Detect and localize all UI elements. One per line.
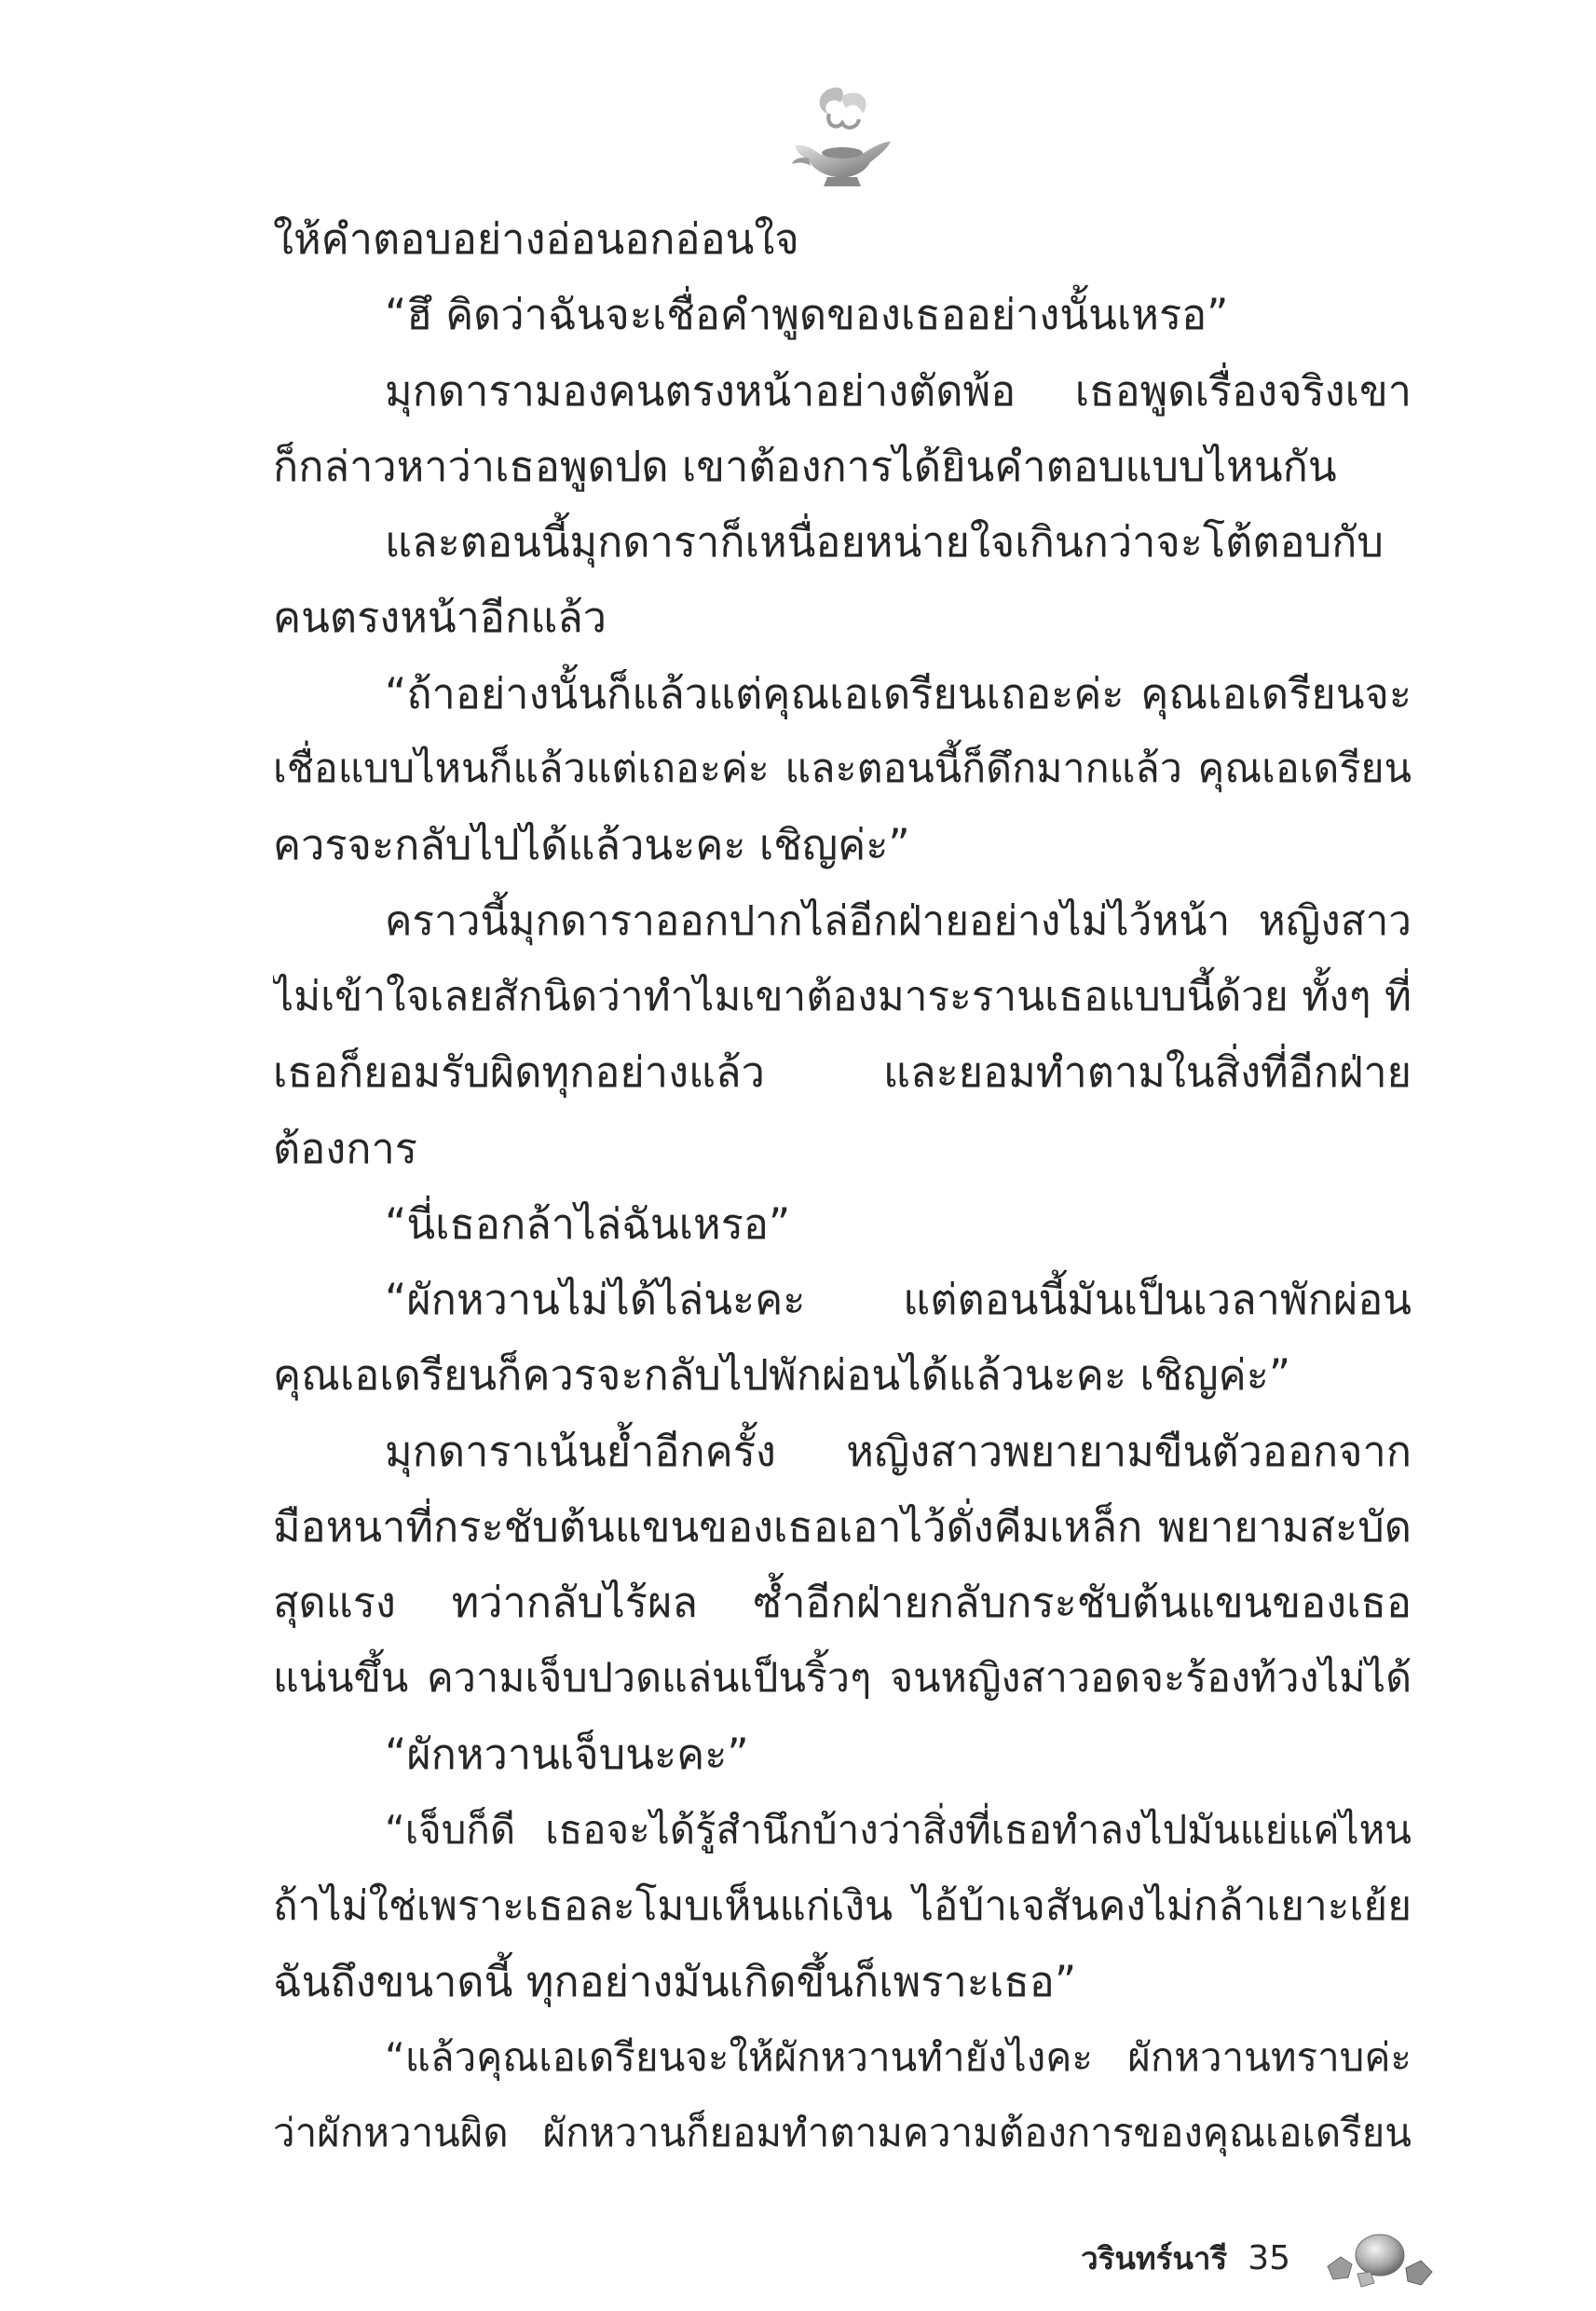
- text-line: ฉันถึงขนาดนี้ ทุกอย่างมันเกิดขึ้นก็เพราะเธอ”: [273, 1956, 1077, 2006]
- text-line: “แล้วคุณเอเดรียนจะให้ผักหวานทำยังไงคะ ผักหวานทราบค่ะ: [385, 2034, 1412, 2081]
- text-line: ควรจะกลับไปได้แล้วนะคะ เชิญค่ะ”: [273, 820, 910, 870]
- text-line: “เจ็บก็ดี เธอจะได้รู้สำนึกบ้างว่าสิ่งที่เธอทำลงไปมันแย่แค่ไหน: [385, 1807, 1412, 1853]
- gems-icon: [1324, 2225, 1436, 2290]
- text-line: สุดแรง ทว่ากลับไร้ผล ซ้ำอีกฝ่ายกลับกระชับต้นแขนของเธอ: [273, 1578, 1412, 1628]
- text-line: ว่าผักหวานผิด ผักหวานก็ยอมทำตามความต้องการของคุณเอเดรียน: [273, 2110, 1412, 2156]
- text-line: “ผักหวานไม่ได้ไล่นะคะ แต่ตอนนี้มันเป็นเวลาพักผ่อน: [385, 1275, 1412, 1325]
- text-line: ให้คำตอบอย่างอ่อนอกอ่อนใจ: [273, 214, 799, 264]
- text-line: คราวนี้มุกดาราออกปากไล่อีกฝ่ายอย่างไม่ไว้หน้า หญิงสาว: [385, 896, 1412, 945]
- text-line: เธอก็ยอมรับผิดทุกอย่างแล้ว และยอมทำตามในสิ่งที่อีกฝ่าย: [273, 1047, 1412, 1098]
- text-line: ก็กล่าวหาว่าเธอพูดปด เขาต้องการได้ยินคำตอบแบบไหนกัน: [273, 441, 1337, 491]
- text-line: “ผักหวานเจ็บนะคะ”: [385, 1729, 749, 1779]
- text-line: มือหนาที่กระชับต้นแขนของเธอเอาไว้ดั่งคีมเหล็ก พยายามสะบัด: [273, 1502, 1412, 1552]
- text-line: “นี่เธอกล้าไล่ฉันเหรอ”: [385, 1198, 791, 1249]
- text-line: คนตรงหน้าอีกแล้ว: [273, 593, 607, 643]
- text-line: “ถ้าอย่างนั้นก็แล้วแต่คุณเอเดรียนเถอะค่ะ คุณเอเดรียนจะ: [385, 668, 1412, 718]
- page-footer: [1081, 2216, 1436, 2300]
- text-line: ต้องการ: [273, 1123, 417, 1173]
- text-line: “ฮึ คิดว่าฉันจะเชื่อคำพูดของเธออย่างนั้นเหรอ”: [385, 290, 1229, 340]
- magic-lamp-icon: [781, 76, 902, 198]
- book-title: วรินทร์นารี: [1081, 2239, 1228, 2277]
- text-line: ถ้าไม่ใช่เพราะเธอละโมบเห็นแก่เงิน ไอ้บ้าเจสันคงไม่กล้าเยาะเย้ย: [273, 1881, 1412, 1930]
- text-line: ไม่เข้าใจเลยสักนิดว่าทำไมเขาต้องมาระรานเธอแบบนี้ด้วย ทั้งๆ ที่: [273, 972, 1412, 1020]
- text-line: แน่นขึ้น ความเจ็บปวดแล่นเป็นริ้วๆ จนหญิงสาวอดจะร้องท้วงไม่ได้: [273, 1654, 1412, 1702]
- text-line: คุณเอเดรียนก็ควรจะกลับไปพักผ่อนได้แล้วนะคะ เชิญค่ะ”: [273, 1350, 1291, 1401]
- text-line: และตอนนี้มุกดาราก็เหนื่อยหน่ายใจเกินกว่าจะโต้ตอบกับ: [385, 517, 1384, 567]
- text-line: มุกดาราเน้นย้ำอีกครั้ง หญิงสาวพยายามขืนตัวออกจาก: [385, 1426, 1412, 1476]
- text-line: เชื่อแบบไหนก็แล้วแต่เถอะค่ะ และตอนนี้ก็ดึกมากแล้ว คุณเอเดรียน: [273, 745, 1412, 793]
- story-text: [273, 201, 1412, 2171]
- text-line: มุกดารามองคนตรงหน้าอย่างตัดพ้อ เธอพูดเรื่องจริงเขา: [385, 365, 1412, 416]
- page-number: 35: [1248, 2238, 1290, 2277]
